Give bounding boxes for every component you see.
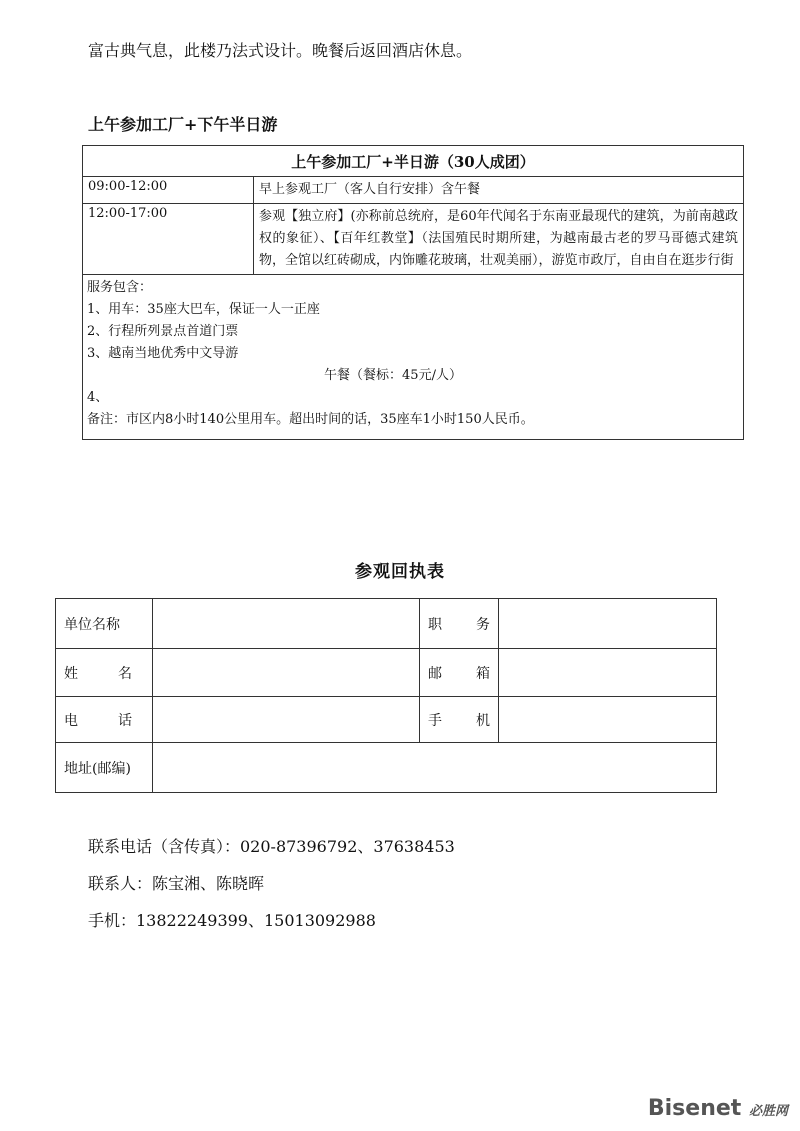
address-label: 地址(邮编) bbox=[56, 743, 153, 793]
table-row bbox=[83, 204, 744, 275]
service-item: 4、 bbox=[87, 390, 109, 405]
unit-label: 单位名称 bbox=[56, 599, 153, 649]
service-item: 2、行程所列景点首道门票 bbox=[87, 324, 239, 339]
phone-field[interactable] bbox=[153, 697, 420, 743]
address-field[interactable] bbox=[153, 743, 717, 793]
name-field[interactable] bbox=[153, 649, 420, 697]
intro-line: 富古典气息，此楼乃法式设计。晚餐后返回酒店休息。 bbox=[88, 41, 473, 60]
desc-cell: 参观【独立府】(亦称前总统府，是60年代闻名于东南亚最现代的建筑，为前南越政权的象征）、【百年红教堂】（法国殖民时期所建，为越南最古老的罗马哥德式建筑物，全馆以红砖砌成，内饰雕花玻璃，壮观美丽），游览市政厅，自由自在逛步行街 bbox=[254, 204, 744, 275]
contact-mobile: 手机：13822249399、15013092988 bbox=[88, 911, 376, 930]
email-field[interactable] bbox=[499, 649, 717, 697]
receipt-form bbox=[55, 598, 717, 793]
services-row bbox=[83, 275, 744, 440]
phone-label: 电 话 bbox=[56, 697, 153, 743]
tour-table bbox=[82, 145, 744, 440]
table-row bbox=[83, 177, 744, 204]
form-row bbox=[56, 649, 717, 697]
tour-title-row bbox=[83, 146, 744, 177]
service-item: 1、用车：35座大巴车，保证一人一正座 bbox=[87, 302, 320, 317]
position-label: 职 务 bbox=[420, 599, 499, 649]
name-label: 姓 名 bbox=[56, 649, 153, 697]
contact-phone: 联系电话（含传真）：020-87396792、37638453 bbox=[88, 837, 455, 856]
form-row bbox=[56, 599, 717, 649]
form-title: 参观回执表 bbox=[355, 562, 445, 582]
services-cell bbox=[83, 275, 744, 440]
lunch-line: 午餐（餐标：45元/人） bbox=[324, 368, 462, 383]
desc-cell: 早上参观工厂（客人自行安排）含午餐 bbox=[254, 177, 744, 204]
form-row bbox=[56, 697, 717, 743]
section-heading: 上午参加工厂+下午半日游 bbox=[88, 115, 278, 134]
form-row bbox=[56, 743, 717, 793]
tour-title: 上午参加工厂+半日游（30人成团） bbox=[83, 146, 744, 177]
time-cell: 12:00-17:00 bbox=[83, 204, 254, 275]
watermark-logo: Bisenet 必胜网 bbox=[647, 1096, 788, 1121]
services-heading: 服务包含： bbox=[87, 280, 153, 295]
service-item: 3、越南当地优秀中文导游 bbox=[87, 346, 239, 361]
unit-field[interactable] bbox=[153, 599, 420, 649]
time-cell: 09:00-12:00 bbox=[83, 177, 254, 204]
services-note: 备注：市区内8小时140公里用车。超出时间的话，35座车1小时150人民币。 bbox=[87, 412, 534, 427]
mobile-field[interactable] bbox=[499, 697, 717, 743]
mobile-label: 手 机 bbox=[420, 697, 499, 743]
email-label: 邮 箱 bbox=[420, 649, 499, 697]
position-field[interactable] bbox=[499, 599, 717, 649]
contact-persons: 联系人：陈宝湘、陈晓晖 bbox=[88, 874, 265, 893]
